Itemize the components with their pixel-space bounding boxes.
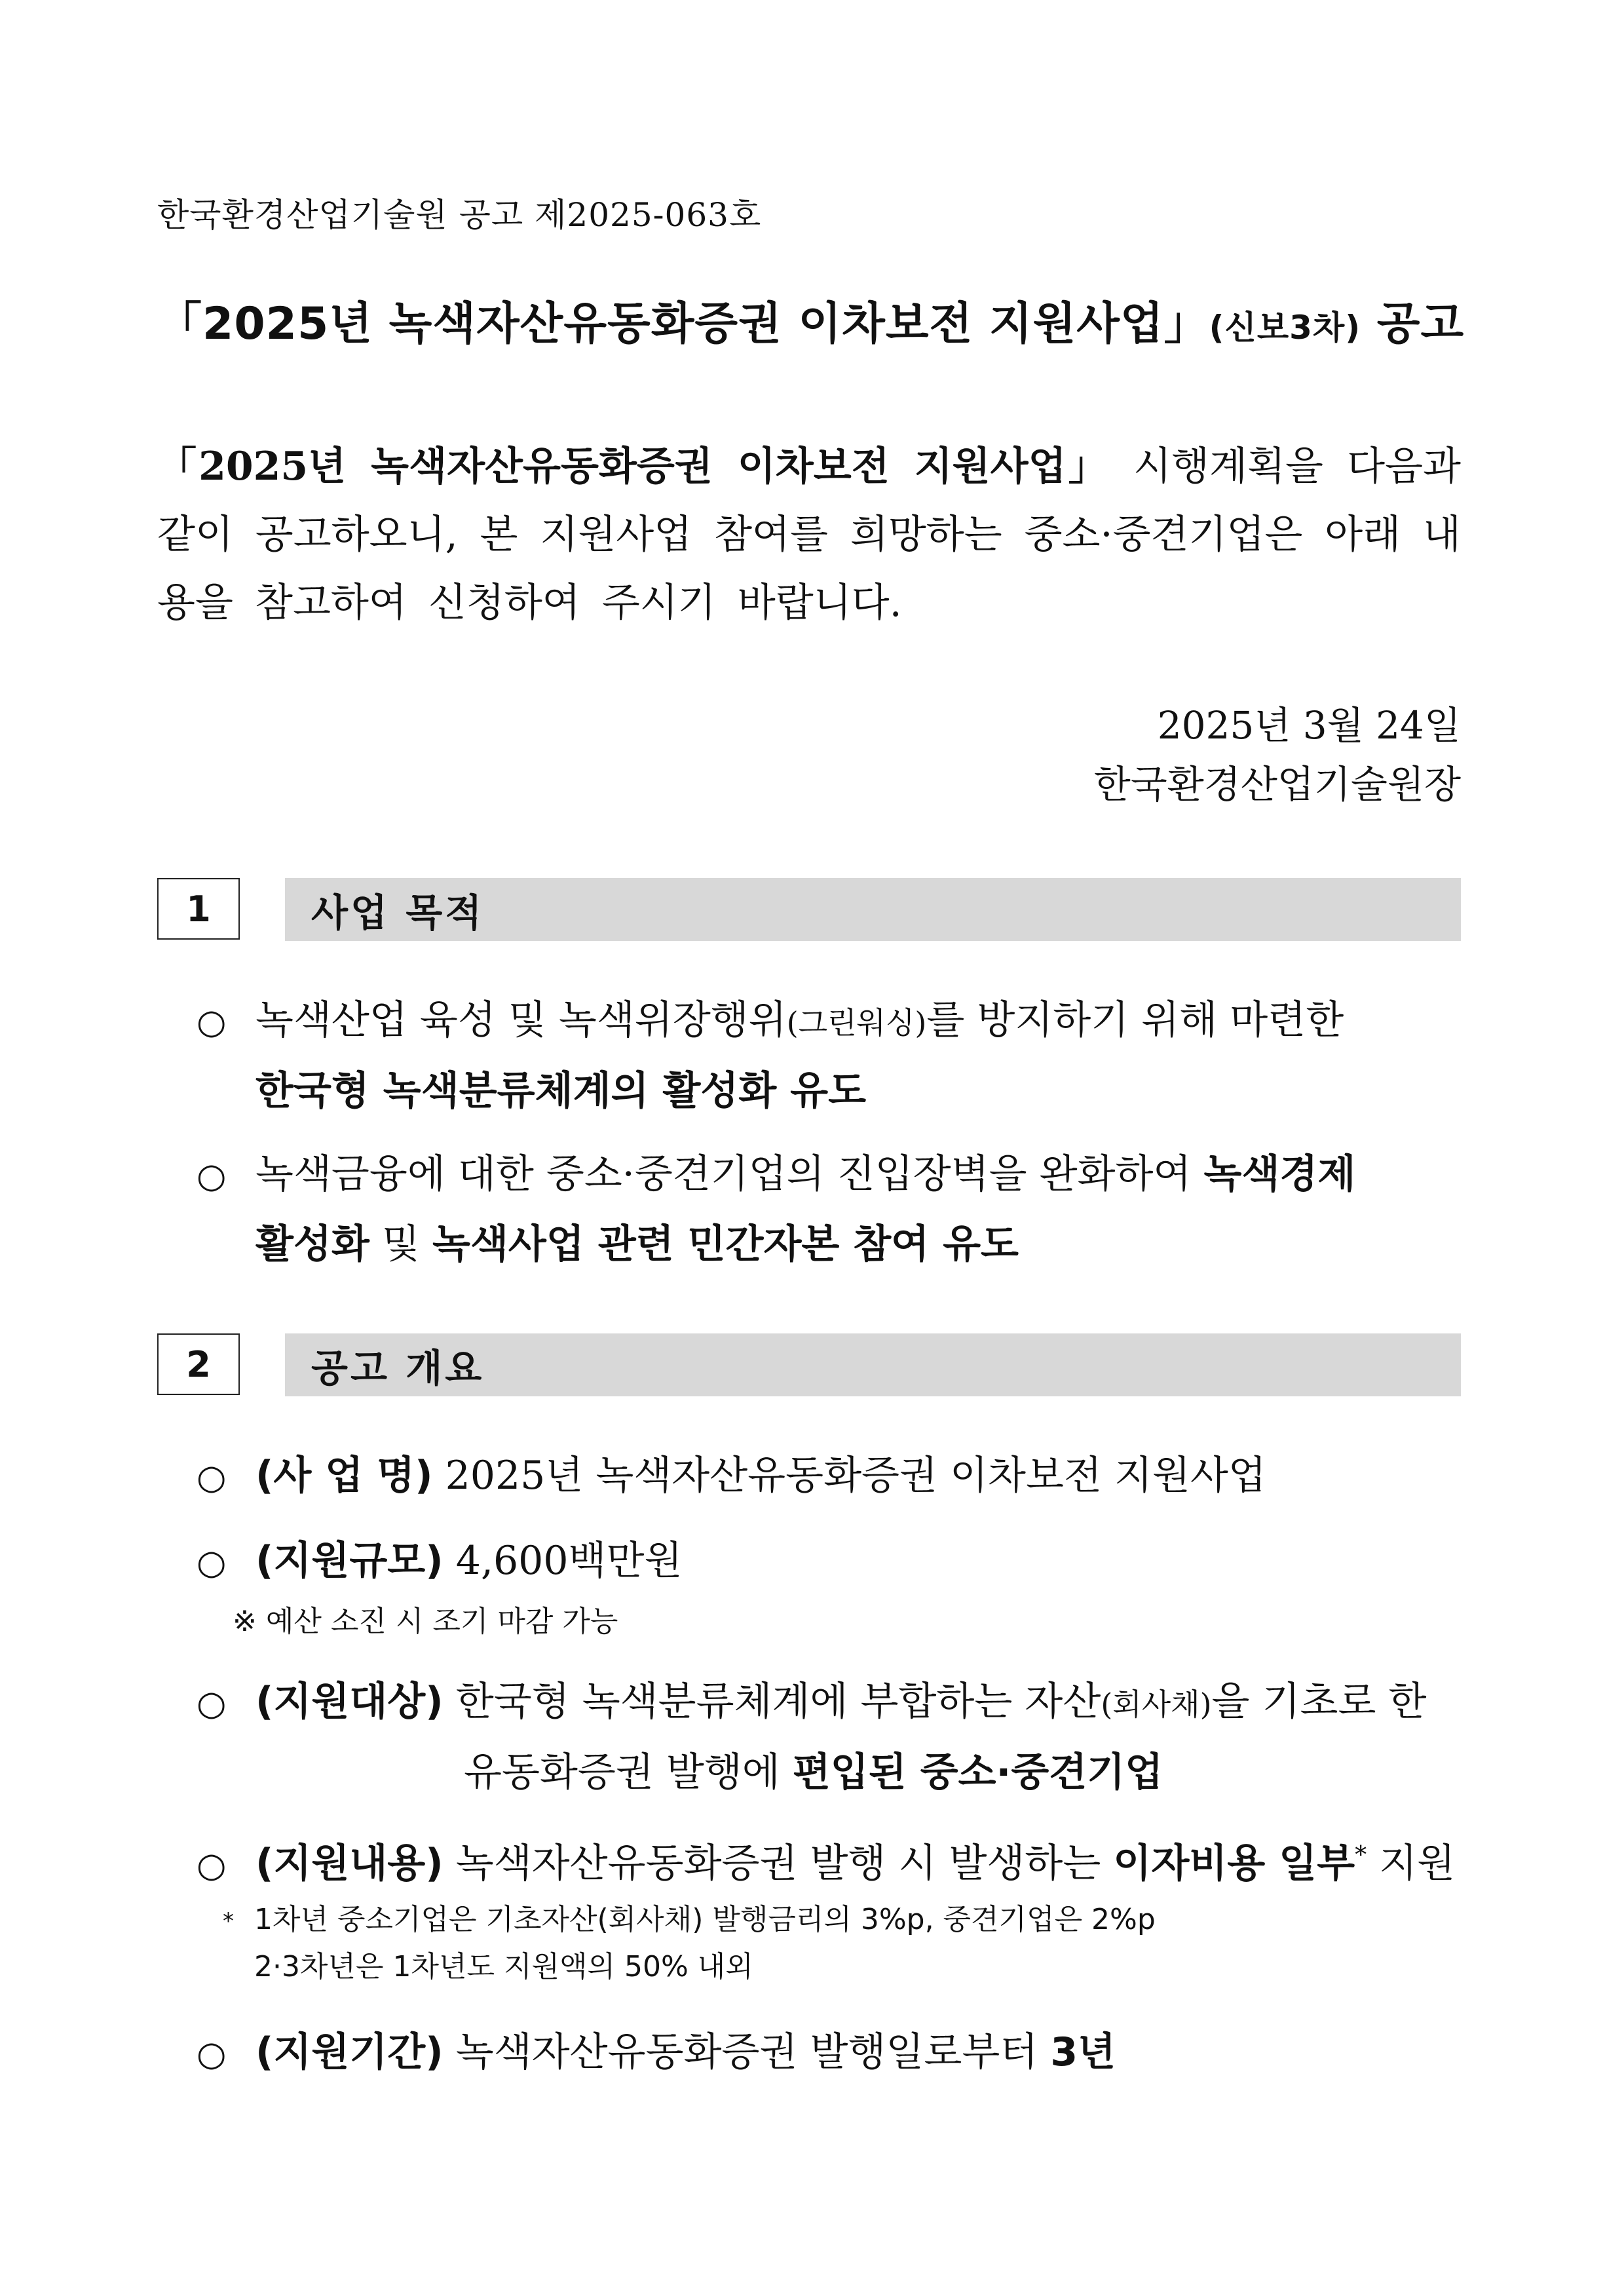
item-emphasis: 한국형 녹색분류체계의 활성화 유도 — [255, 1068, 867, 1114]
item-label: (사 업 명) — [255, 1453, 433, 1499]
content-note — [223, 1897, 1156, 1990]
item-text: 녹색금융에 대한 중소·중견기업의 진입장벽을 완화하여 — [255, 1151, 1204, 1197]
bullet-icon: ○ — [197, 1846, 227, 1885]
intro-program: 「2025년 녹색자산유동화증권 이차보전 지원사업」 — [157, 444, 1110, 489]
notice-date: 2025년 3월 24일 — [1157, 703, 1461, 748]
document-title — [157, 288, 1464, 352]
notice-number: 한국환경산업기술원 공고 제2025-063호 — [157, 196, 762, 234]
bullet-icon: ○ — [197, 1157, 227, 1196]
section-2-title: 공고 개요 — [285, 1333, 1461, 1396]
note-line: 2·3차년은 1차년도 지원액의 50% 내외 — [254, 1950, 753, 1983]
item-value: 한국형 녹색분류체계에 부합하는 자산 — [455, 1679, 1101, 1725]
item-value: 을 기초로 한 — [1211, 1679, 1427, 1725]
footnote-marker: * — [1355, 1842, 1367, 1869]
program-name-item — [197, 1442, 1461, 1512]
item-emphasis: 녹색경제 — [1203, 1151, 1356, 1197]
item-emphasis: 녹색사업 관련 민간자본 참여 유도 — [432, 1221, 1019, 1267]
item-value: 4,600백만원 — [455, 1538, 683, 1584]
issuer-name: 한국환경산업기술원장 — [1093, 762, 1461, 807]
footnote-marker: * — [223, 1908, 234, 1934]
item-label: (지원내용) — [255, 1841, 444, 1886]
intro-text: 시행계획을 다음과 같이 공고하오니, 본 지원사업 참여를 희망하는 중소·중견기업은 아래 내용을 참고하여 신청하여 주시기 바랍니다. — [157, 444, 1462, 626]
intro-paragraph — [157, 432, 1461, 637]
note-line: 1차년 중소기업은 기초자산(회사채) 발행금리의 3%p, 중견기업은 2%p — [254, 1903, 1156, 1936]
support-content-item — [197, 1822, 1461, 1900]
item-emphasis: 이자비용 일부 — [1113, 1841, 1355, 1886]
section-1-title: 사업 목적 — [285, 878, 1461, 941]
item-text: 녹색산업 육성 및 녹색위장행위 — [255, 997, 787, 1043]
item-value: 녹색자산유동화증권 발행일로부터 — [455, 2029, 1051, 2075]
bullet-icon: ○ — [197, 2035, 227, 2074]
title-main: 「2025년 녹색자산유동화증권 이차보전 지원사업」 — [157, 298, 1209, 350]
support-scale-item — [197, 1527, 1461, 1597]
bullet-icon: ○ — [197, 1684, 227, 1723]
item-text-small: (그린워싱) — [786, 1005, 927, 1041]
support-period-item — [197, 2018, 1461, 2088]
item-value: 녹색자산유동화증권 발행 시 발생하는 — [455, 1841, 1114, 1886]
bullet-icon: ○ — [197, 1543, 227, 1582]
item-value-small: (회사채) — [1101, 1687, 1212, 1722]
section-2-number: 2 — [157, 1333, 240, 1395]
section-1-number: 1 — [157, 878, 240, 940]
item-emphasis: 활성화 — [255, 1221, 369, 1267]
item-label: (지원규모) — [255, 1538, 444, 1584]
item-emphasis: 3년 — [1050, 2029, 1116, 2075]
bullet-icon: ○ — [197, 1458, 227, 1497]
item-value: 2025년 녹색자산유동화증권 이차보전 지원사업 — [445, 1453, 1266, 1499]
item-emphasis: 편입된 중소·중견기업 — [792, 1750, 1163, 1795]
title-end: 공고 — [1361, 298, 1465, 350]
item-value: 지원 — [1367, 1841, 1456, 1886]
bullet-icon: ○ — [197, 1003, 227, 1042]
support-target-item — [197, 1668, 1461, 1807]
scale-note: ※ 예산 소진 시 조기 마감 가능 — [233, 1605, 618, 1638]
section-1-item-1 — [197, 986, 1461, 1125]
item-value: 유동화증권 발행에 — [464, 1750, 793, 1795]
item-text: 를 방지하기 위해 마련한 — [926, 997, 1344, 1043]
item-label: (지원대상) — [255, 1679, 444, 1725]
title-sub: (신보3차) — [1209, 309, 1361, 347]
item-text: 및 — [369, 1221, 432, 1267]
section-1-item-2 — [197, 1140, 1461, 1278]
item-label: (지원기간) — [255, 2029, 444, 2075]
